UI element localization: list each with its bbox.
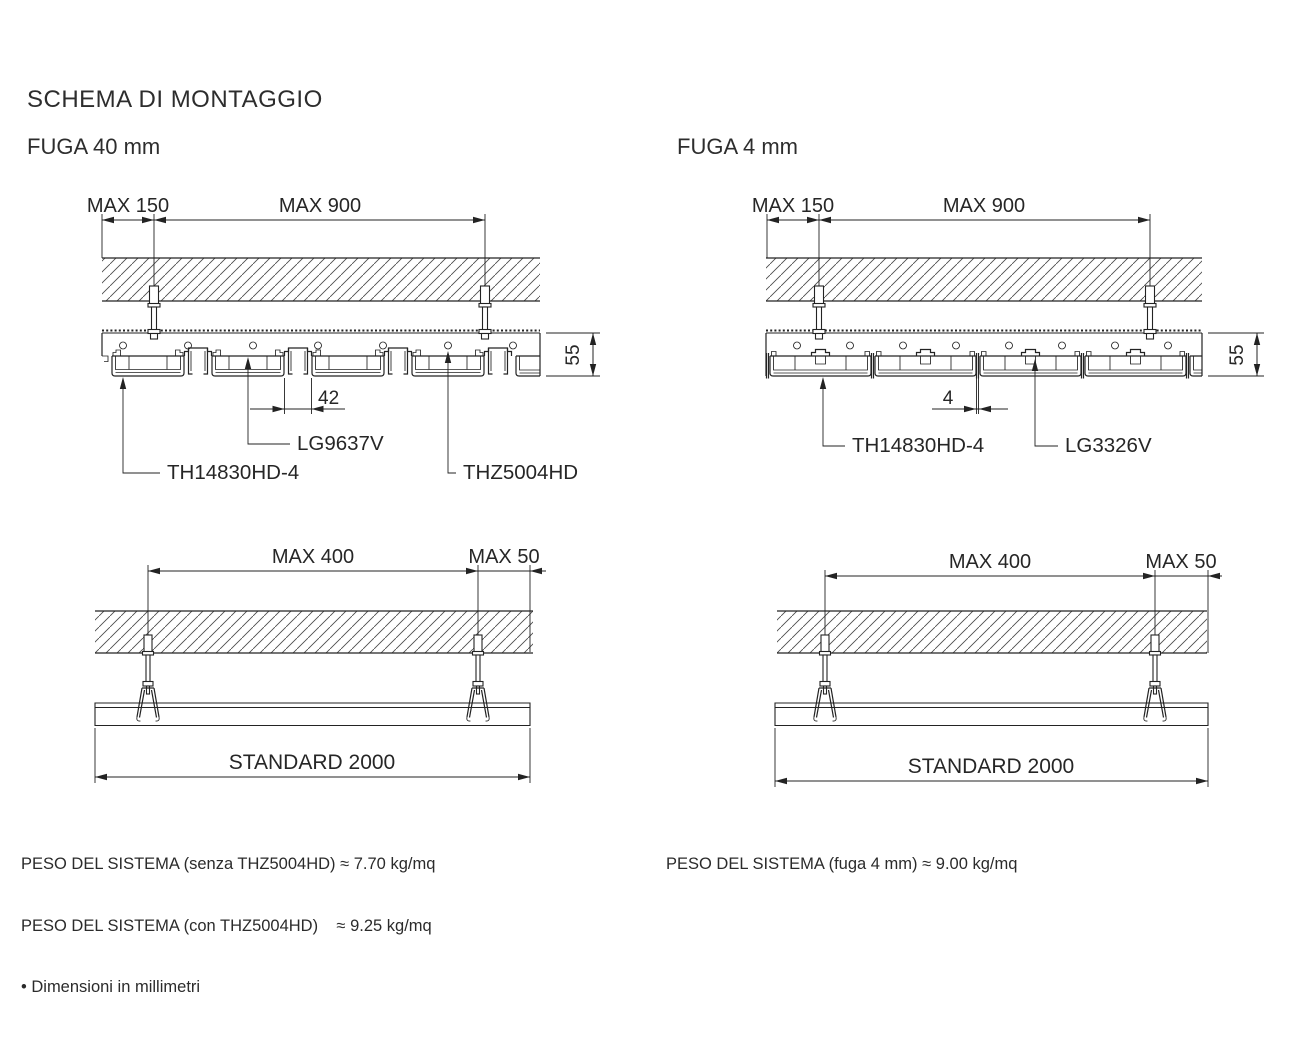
dim-55-left: 55 (563, 344, 584, 366)
slat-profile (770, 350, 874, 379)
label-lg9637v: LG9637V (297, 432, 384, 455)
system-weight-notes-right (666, 813, 1017, 916)
hanger-rod (1144, 286, 1156, 339)
profile-bar (775, 703, 1208, 726)
subtitle-fuga4: FUGA 4 mm (677, 134, 799, 159)
ceiling-hatch (102, 258, 540, 301)
dim-max50-left: MAX 50 (468, 546, 540, 568)
carrier-channel (185, 348, 212, 374)
slat-profile (312, 350, 384, 376)
slat-profile (980, 350, 1084, 379)
ceiling-hatch (766, 258, 1202, 301)
label-th14830hd4-right: TH14830HD-4 (852, 434, 985, 457)
dim-max900-left: MAX 900 (278, 195, 362, 217)
dim-max400-right: MAX 400 (948, 551, 1032, 573)
fuga40-elevation (95, 546, 546, 783)
note-line: PESO DEL SISTEMA (con THZ5004HD) ≈ 9.25 kg/mq (21, 916, 432, 935)
dim-42: 42 (318, 388, 340, 409)
dim-max900-right: MAX 900 (942, 195, 1026, 217)
dim-max150-left: MAX 150 (86, 195, 170, 217)
dim-55-right: 55 (1227, 344, 1248, 366)
subtitle-fuga40: FUGA 40 mm (27, 134, 161, 159)
carrier-channel (485, 348, 512, 374)
note-line: PESO DEL SISTEMA (senza THZ5004HD) ≈ 7.70 kg/mq (21, 855, 436, 873)
ceiling-hatch (95, 611, 533, 653)
note-line: PESO DEL SISTEMA (fuga 4 mm) ≈ 9.00 kg/mq (666, 855, 1018, 873)
hanger-rod (813, 286, 825, 339)
dim-max50-right: MAX 50 (1145, 551, 1217, 573)
dim-standard2000-right: STANDARD 2000 (907, 755, 1075, 778)
profile-bar (95, 703, 530, 726)
slat-profile (875, 350, 979, 379)
carrier-channel (285, 348, 312, 374)
page-title: SCHEMA DI MONTAGGIO (27, 86, 323, 113)
note-line: • Dimensioni in millimetri (21, 978, 201, 996)
system-weight-notes-left (21, 813, 435, 1039)
dim-max150-right: MAX 150 (751, 195, 835, 217)
label-thz5004hd: THZ5004HD (463, 461, 579, 484)
slat-profile (1085, 350, 1189, 379)
ceiling-hatch (777, 611, 1207, 653)
fuga4-elevation (775, 551, 1222, 787)
dim-standard2000-left: STANDARD 2000 (228, 751, 396, 774)
carrier-channel (385, 348, 412, 374)
fuga4-section (752, 195, 1264, 457)
fuga40-section (87, 195, 600, 484)
label-th14830hd4-left: TH14830HD-4 (167, 461, 300, 484)
slat-profile (112, 350, 184, 376)
label-lg3326v: LG3326V (1065, 434, 1152, 457)
hanger-rod (479, 286, 491, 339)
hanger-rod (148, 286, 160, 339)
dim-4: 4 (942, 388, 954, 409)
dim-max400-left: MAX 400 (271, 546, 355, 568)
